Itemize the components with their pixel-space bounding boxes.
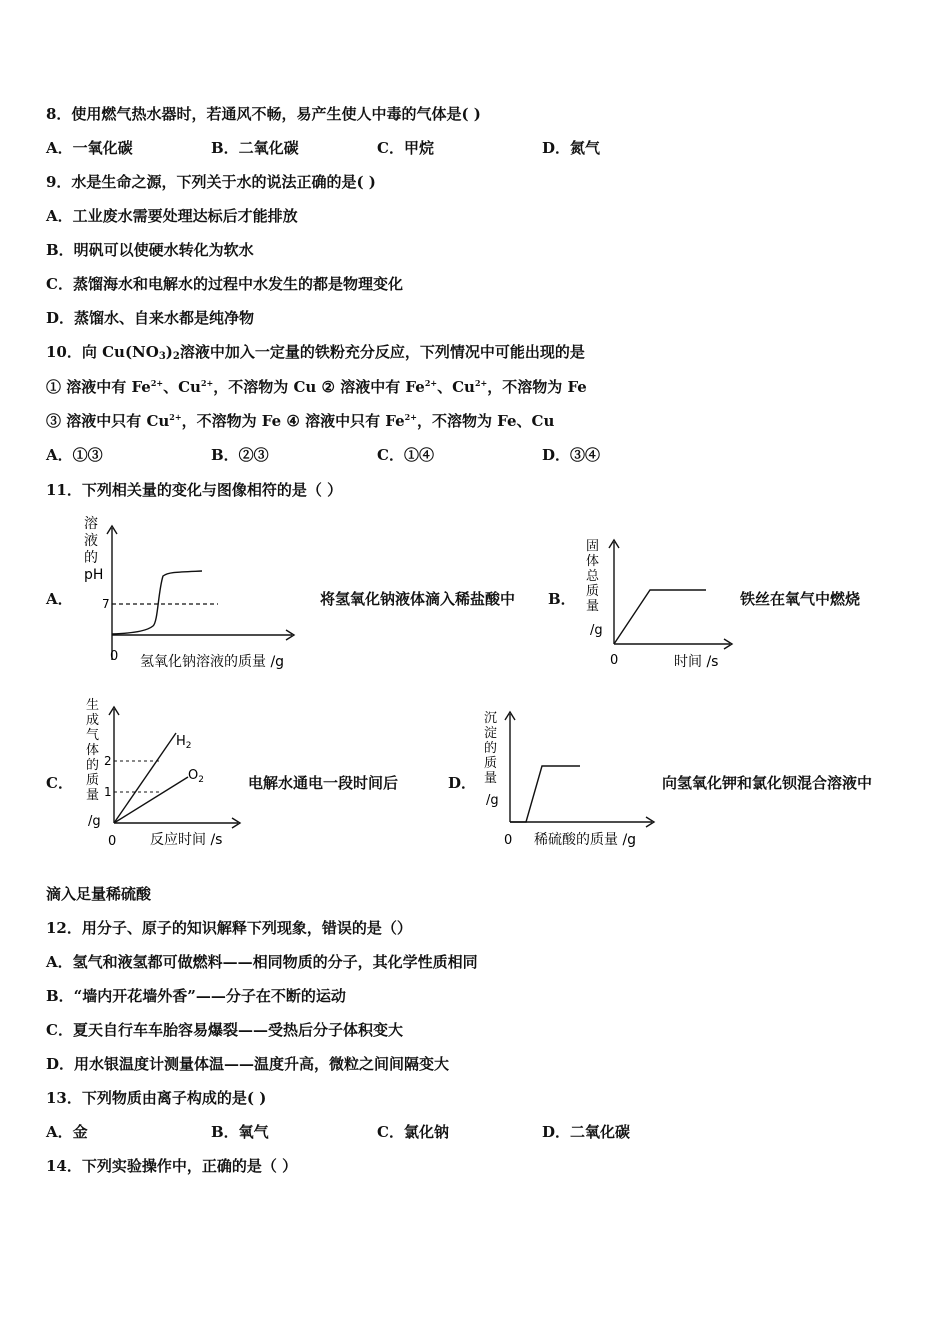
graph-d-xlabel: 稀硫酸的质量 /g (534, 832, 637, 848)
graph-d-origin: 0 (504, 833, 513, 848)
graph-a-ylabel-2: 液 (84, 533, 98, 549)
q11-option-c-letter: C． (46, 774, 73, 792)
q9-option-d: D．蒸馏水、自来水都是纯净物 (46, 309, 255, 327)
graph-c-ylabel-1: 生 (86, 698, 100, 713)
graph-b-curve (614, 590, 706, 644)
q8-option-c: C．甲烷 (377, 139, 434, 157)
graph-a-ylabel-1: 溶 (84, 516, 98, 532)
graph-c-o2-label: $O_2$ (188, 768, 204, 785)
q9-option-b: B．明矾可以使硬水转化为软水 (46, 241, 254, 259)
graph-c-ylabel-3: 气 (86, 728, 100, 743)
q13-option-b: B．氧气 (211, 1123, 269, 1141)
graph-c-ylabel-2: 成 (86, 713, 100, 728)
graph-c-ylabel-8: /g (88, 814, 101, 829)
q11-option-a-letter: A． (46, 590, 73, 608)
q13-stem: 13．下列物质由离子构成的是( ) (46, 1089, 267, 1107)
graph-b-xlabel: 时间 /s (674, 654, 719, 670)
q8-option-b: B．二氧化碳 (211, 139, 299, 157)
q10-option-b: B．②③ (211, 446, 269, 464)
graph-d-ylabel-6: /g (486, 793, 499, 808)
q11-option-c-desc: 电解水通电一段时间后 (248, 774, 399, 792)
graph-d-ylabel-2: 淀 (484, 726, 498, 741)
q12-option-b: B．“墙内开花墙外香”——分子在不断的运动 (46, 987, 346, 1005)
q13-option-d: D．二氧化碳 (542, 1123, 631, 1141)
graph-a-ylabel-4: pH (84, 567, 104, 583)
graph-c-origin: 0 (108, 834, 117, 849)
q10-option-a: A．①③ (46, 446, 103, 464)
q14-stem: 14．下列实验操作中，正确的是（ ） (46, 1157, 298, 1175)
graph-c-ylabel-6: 质 (86, 773, 100, 788)
q10-option-c: C．①④ (377, 446, 434, 464)
graph-c-tick-1: 1 (104, 785, 112, 799)
q11-option-d-desc: 向氢氧化钾和氯化钡混合溶液中 (662, 774, 873, 792)
graph-a-curve (112, 571, 202, 634)
q8-stem: 8．使用燃气热水器时，若通风不畅，易产生使人中毒的气体是( ) (46, 105, 481, 123)
q12-option-d: D．用水银温度计测量体温——温度升高，微粒之间间隔变大 (46, 1055, 450, 1073)
q13-option-a: A．金 (46, 1123, 88, 1141)
q13-option-c: C．氯化钠 (377, 1123, 449, 1141)
graph-a-origin: 0 (110, 649, 119, 664)
q10-stem: 10．向 $Cu(NO_3)_2$溶液中加入一定量的铁粉充分反应，下列情况中可能出现的是 (46, 343, 585, 362)
graph-b-ylabel-5: 量 (586, 599, 600, 614)
q11-option-d-desc-cont: 滴入足量稀硫酸 (46, 885, 152, 903)
graph-c-ylabel-7: 量 (86, 788, 100, 803)
q11-graph-c (80, 693, 245, 853)
graph-c-xlabel: 反应时间 /s (150, 832, 223, 848)
graph-d-ylabel-4: 质 (484, 756, 498, 771)
q9-stem: 9．水是生命之源，下列关于水的说法正确的是( ) (46, 173, 376, 191)
graph-b-origin: 0 (610, 653, 619, 668)
graph-c-h2-line (114, 733, 176, 823)
q12-option-c: C．夏天自行车车胎容易爆裂——受热后分子体积变大 (46, 1021, 403, 1039)
graph-c-ylabel-5: 的 (86, 758, 100, 773)
q11-option-b-desc: 铁丝在氧气中燃烧 (740, 590, 861, 608)
graph-b-ylabel-3: 总 (586, 569, 600, 584)
q11-stem: 11．下列相关量的变化与图像相符的是（ ） (46, 481, 343, 499)
q8-option-d: D．氮气 (542, 139, 601, 157)
graph-a-xlabel: 氢氧化钠溶液的质量 /g (140, 654, 285, 670)
graph-b-ylabel-6: /g (590, 623, 603, 638)
graph-d-ylabel-3: 的 (484, 741, 498, 756)
q11-option-a-desc: 将氢氧化钠液体滴入稀盐酸中 (320, 590, 516, 608)
q11-option-b-letter: B． (548, 590, 576, 608)
q12-stem: 12．用分子、原子的知识解释下列现象，错误的是（） (46, 919, 412, 937)
graph-c-o2-line (114, 777, 188, 823)
q10-statements-1-2: ① 溶液中有 $Fe^{2+}$、$Cu^{2+}$，不溶物为 Cu ② 溶液中有 $Fe^{2+}$、$Cu^{2+}$，不溶物为 Fe (46, 378, 587, 396)
graph-b-ylabel-1: 固 (586, 539, 600, 554)
graph-c-tick-2: 2 (104, 754, 112, 768)
q12-option-a: A．氢气和液氢都可做燃料——相同物质的分子，其化学性质相同 (46, 953, 478, 971)
q8-option-a: A．一氧化碳 (46, 139, 133, 157)
graph-b-ylabel-2: 体 (586, 554, 600, 569)
q11-option-d-letter: D． (448, 774, 477, 792)
q11-graph-b (582, 532, 737, 672)
q10-option-d: D．③④ (542, 446, 601, 464)
graph-c-ylabel-4: 体 (86, 743, 100, 758)
q11-graph-a (78, 512, 328, 674)
q11-graph-d (480, 704, 665, 854)
q9-option-a: A．工业废水需要处理达标后才能排放 (46, 207, 298, 225)
q10-statements-3-4: ③ 溶液中只有 $Cu^{2+}$，不溶物为 Fe ④ 溶液中只有 $Fe^{2+}$，不溶物为 Fe、Cu (46, 412, 555, 430)
graph-d-ylabel-5: 量 (484, 771, 498, 786)
graph-c-h2-label: $H_2$ (176, 734, 192, 751)
graph-d-curve (510, 766, 580, 822)
graph-a-ylabel-3: 的 (84, 550, 98, 566)
graph-d-ylabel-1: 沉 (484, 711, 498, 726)
graph-b-ylabel-4: 质 (586, 584, 600, 599)
q9-option-c: C．蒸馏海水和电解水的过程中水发生的都是物理变化 (46, 275, 403, 293)
graph-a-tick-7: 7 (102, 597, 110, 611)
